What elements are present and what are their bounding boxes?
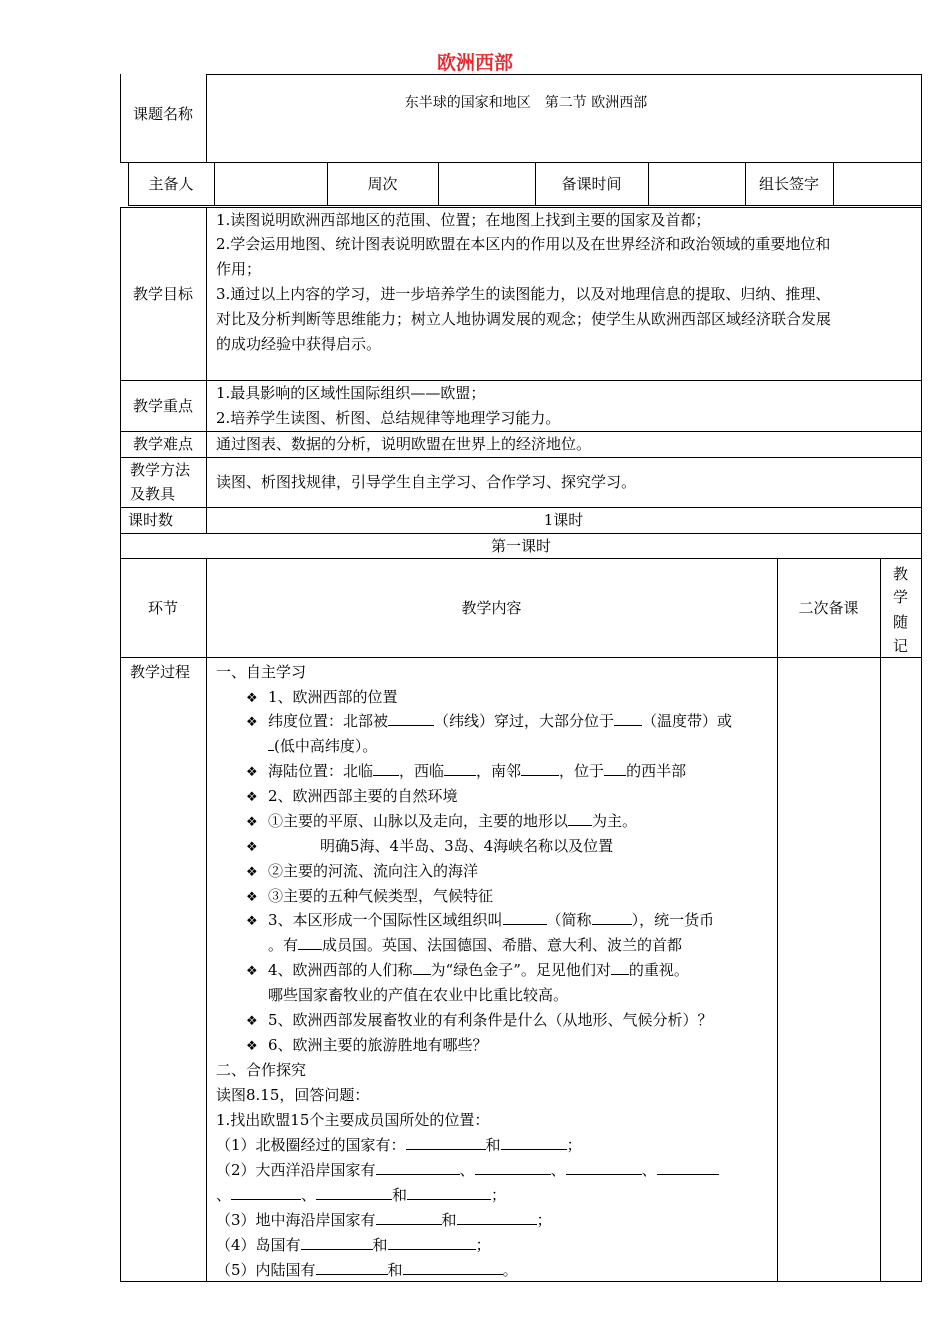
blank (475, 1160, 551, 1175)
table-rule (120, 507, 922, 508)
blank (611, 960, 629, 975)
key-point-2: 2.培养学生读图、析图、总结规律等地理学习能力。 (216, 409, 561, 427)
table-rule (120, 431, 922, 432)
table-rule (120, 533, 922, 534)
blank (521, 761, 559, 776)
table-rule (206, 558, 207, 1282)
blank (231, 1185, 301, 1200)
process-label: 教学过程 (130, 663, 191, 681)
blank (407, 1185, 491, 1200)
col-second-prep: 二次备课 (798, 599, 859, 617)
leader-sign-label: 组长签字 (758, 175, 819, 193)
blank (592, 910, 632, 925)
table-rule (120, 1281, 922, 1282)
blank (413, 960, 431, 975)
table-rule (206, 74, 207, 162)
section-self-study: 一、自主学习 (216, 663, 307, 681)
table-rule (206, 74, 922, 75)
col-content: 教学内容 (461, 599, 522, 617)
blank (316, 1185, 392, 1200)
table-rule (120, 207, 121, 1282)
diamond-bullet-icon: ❖ (246, 1014, 258, 1029)
methods-label-line2: 及教具 (130, 485, 176, 503)
diamond-bullet-icon: ❖ (246, 1039, 258, 1054)
diamond-bullet-icon: ❖ (246, 964, 258, 979)
blank (376, 1160, 460, 1175)
diamond-bullet-icon: ❖ (246, 715, 258, 730)
week-label: 周次 (367, 175, 398, 193)
blank (657, 1160, 719, 1175)
table-rule (120, 558, 922, 559)
hours-label: 课时数 (128, 511, 174, 529)
key-point-1: 1.最具影响的区域性国际组织——欧盟； (216, 384, 486, 402)
topic-label: 课题名称 (132, 105, 193, 123)
section-cooperative: 二、合作探究 (216, 1061, 307, 1079)
table-rule (214, 162, 215, 206)
blank (568, 811, 592, 826)
blank (376, 1210, 442, 1225)
difficulty-text: 通过图表、数据的分析，说明欧盟在世界上的经济地位。 (216, 435, 592, 453)
blank (614, 711, 642, 726)
prep-time-label: 备课时间 (561, 175, 622, 193)
blank (388, 711, 434, 726)
blank (316, 1260, 388, 1275)
preparer-label: 主备人 (148, 175, 194, 193)
blank (457, 1210, 537, 1225)
objectives-label: 教学目标 (132, 285, 193, 303)
blank (444, 761, 476, 776)
lesson-heading: 第一课时 (490, 537, 551, 555)
topic-value: 东半球的国家和地区 第二节 欧洲西部 (404, 95, 648, 111)
col-stage: 环节 (147, 599, 178, 617)
table-rule (120, 162, 922, 163)
table-rule (206, 207, 207, 534)
blank (298, 935, 322, 950)
blank (403, 1260, 503, 1275)
blank (301, 1235, 373, 1250)
table-rule (833, 162, 834, 206)
diamond-bullet-icon: ❖ (246, 691, 258, 706)
table-rule (120, 457, 922, 458)
table-rule (120, 657, 922, 658)
blank (373, 761, 399, 776)
table-rule (777, 558, 778, 1282)
blank (566, 1160, 642, 1175)
table-rule (120, 207, 922, 208)
table-rule (921, 74, 922, 1282)
diamond-bullet-icon: ❖ (246, 815, 258, 830)
blank (406, 1135, 486, 1150)
methods-text: 读图、析图找规律，引导学生自主学习、合作学习、探究学习。 (216, 473, 637, 491)
table-rule (648, 162, 649, 206)
document-title: 欧洲西部 (436, 52, 513, 74)
blank (388, 1235, 476, 1250)
diamond-bullet-icon: ❖ (246, 890, 258, 905)
blank (503, 910, 547, 925)
diamond-bullet-icon: ❖ (246, 765, 258, 780)
table-rule (120, 380, 922, 381)
key-points-label: 教学重点 (132, 397, 193, 415)
table-rule (128, 205, 922, 206)
blank (501, 1135, 567, 1150)
diamond-bullet-icon: ❖ (246, 840, 258, 855)
diamond-bullet-icon: ❖ (246, 790, 258, 805)
methods-label-line1: 教学方法 (130, 461, 191, 479)
table-rule (438, 162, 439, 206)
diamond-bullet-icon: ❖ (246, 914, 258, 929)
table-rule (880, 558, 881, 1282)
blank (604, 761, 626, 776)
hours-value: 1课时 (543, 511, 584, 529)
diamond-bullet-icon: ❖ (246, 865, 258, 880)
difficulty-label: 教学难点 (132, 435, 193, 453)
